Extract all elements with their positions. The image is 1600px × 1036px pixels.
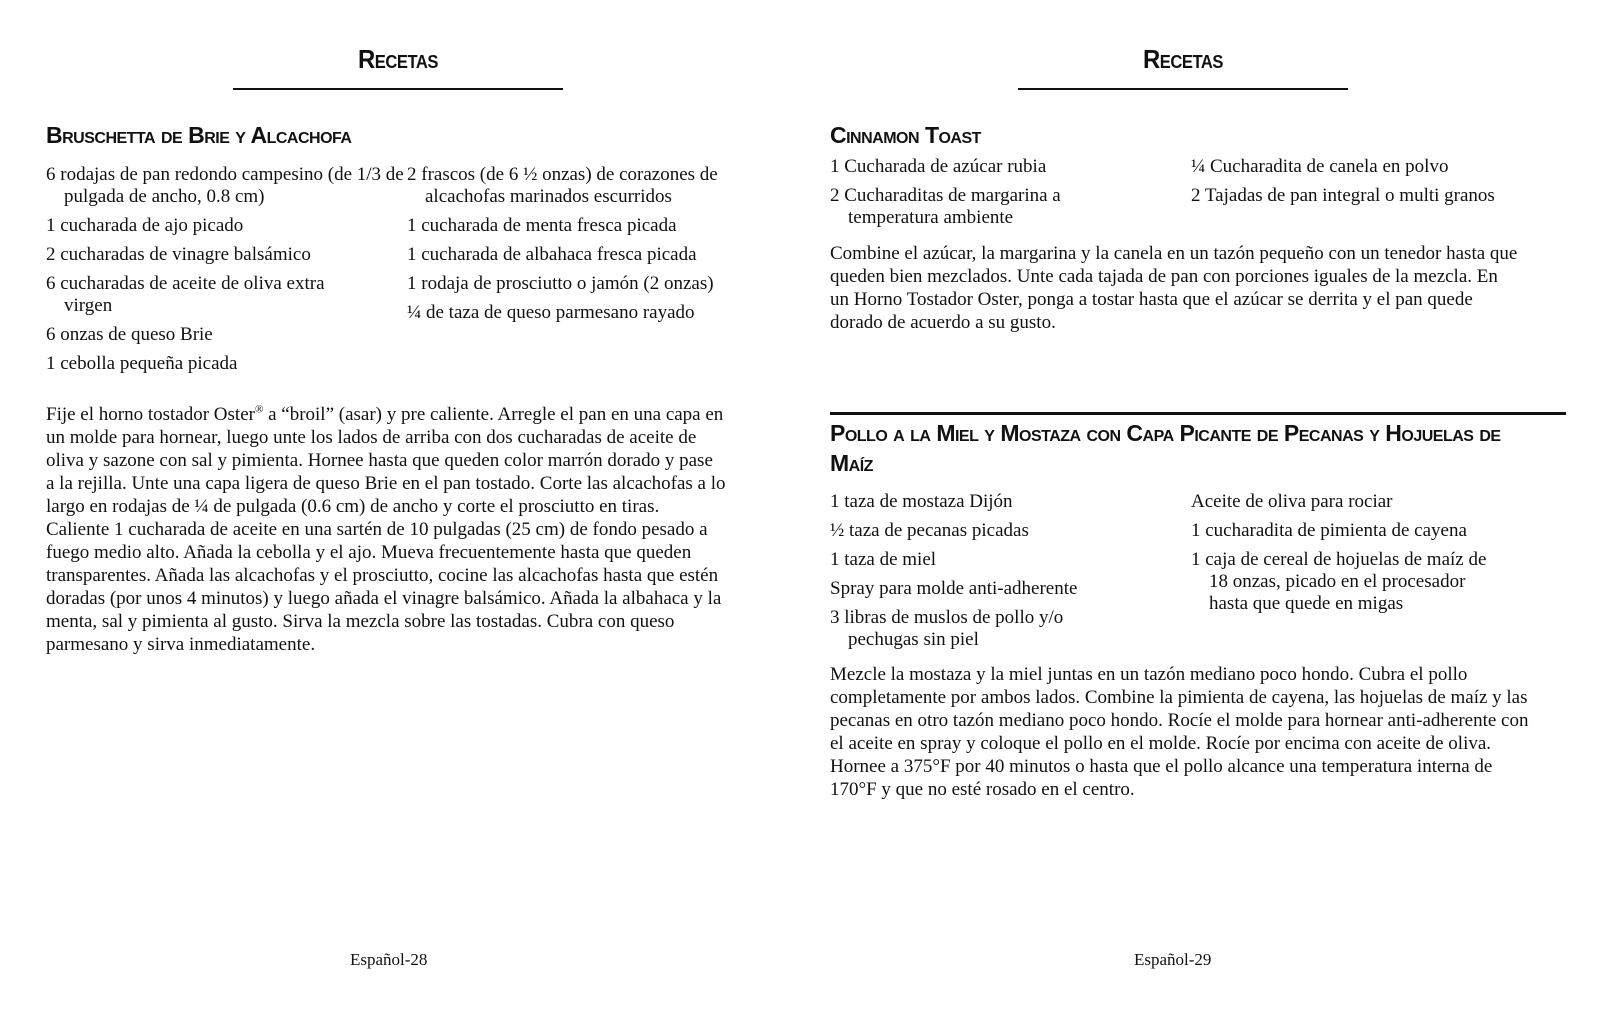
ingredient-item: 2 Cucharaditas de margarina a temperatura ambiente [830,185,1061,228]
heading-rule [233,88,563,90]
section-divider [830,412,1566,415]
ingredient-item: 1 cucharada de albahaca fresca picada [407,244,697,265]
ingredient-item: 2 cucharadas de vinagre balsámico [46,244,311,265]
ingredient-item: 1 caja de cereal de hojuelas de maíz de 18 onzas, picado en el procesador hasta que quede en migas [1191,549,1487,614]
ingredient-list-cinnamon-toast [830,156,1531,236]
ingredient-item: 2 frascos (de 6 ½ onzas) de corazones de alcachofas marinados escurridos [407,164,718,207]
ingredient-item: ¼ de taza de queso parmesano rayado [407,302,695,323]
ingredient-column-1 [830,491,1191,658]
ingredient-column-1 [46,164,407,382]
ingredient-item: 6 rodajas de pan redondo campesino (de 1/3 de pulgada de ancho, 0.8 cm) [46,164,404,207]
ingredient-item: 3 libras de muslos de pollo y/o pechugas sin piel [830,607,1064,650]
ingredient-column-2 [1191,156,1531,236]
ingredient-item: Spray para molde anti-adherente [830,578,1078,599]
ingredient-item: 1 taza de miel [830,549,937,570]
registered-mark: ® [254,403,264,416]
instructions-pollo: Mezcle la mostaza y la miel juntas en un tazón mediano poco hondo. Cubra el pollo completamente por ambos lados. Combine la pimienta de cayena, las hojuelas de maíz y las pecanas en otro tazón mediano poco hondo. Rocíe el molde para hornear anti-adherente con el aceite en spray y coloque el pollo en el molde. Rocíe por encima con aceite de oliva. Hornee a 375°F por 40 minutos o hasta que el pollo alcance una temperatura interna de 170°F y que no esté rosado en el centro. [830,664,1529,800]
ingredient-item: 1 cucharadita de pimienta de cayena [1191,520,1467,541]
recipe-title-bruschetta: Bruschetta de Brie y Alcachofa [46,122,352,148]
ingredient-item: ¼ Cucharadita de canela en polvo [1191,156,1449,177]
page-heading: Recetas [357,44,438,74]
ingredient-item: 1 Cucharada de azúcar rubia [830,156,1047,177]
ingredient-item: 1 rodaja de prosciutto o jamón (2 onzas) [407,273,714,294]
recipe-title-cinnamon-toast: Cinnamon Toast [830,122,981,148]
ingredient-column-2 [1191,491,1531,658]
ingredient-item: 1 cucharada de ajo picado [46,215,244,236]
page-number: Español-29 [1134,950,1212,969]
ingredient-item: 1 cucharada de menta fresca picada [407,215,677,236]
ingredient-item: Aceite de oliva para rociar [1191,491,1393,512]
instructions-cinnamon-toast: Combine el azúcar, la margarina y la canela en un tazón pequeño con un tenedor hasta que queden bien mezclados. Unte cada tajada de pan con porciones iguales de la mezcla. En un Horno Tostador Oster, ponga a tostar hasta que el azúcar se derrita y el pan quede dorado de acuerdo a su gusto. [830,243,1518,333]
heading-rule [1018,88,1348,90]
instructions-text: Fije el horno tostador Oster [46,404,255,425]
instructions-bruschetta [46,403,726,656]
ingredient-column-1 [830,156,1191,236]
ingredient-list-pollo [830,491,1531,658]
recipe-title-pollo: Pollo a la Miel y Mostaza con Capa Picante de Pecanas y Hojuelas de Maíz [830,420,1501,476]
instructions-text: a “broil” (asar) y pre caliente. Arregle el pan en una capa en un molde para hornear, luego unte los lados de arriba con dos cucharadas de aceite de oliva y sazone con sal y pimienta. Hornee hasta que queden color marrón dorado y pase a la rejilla. Unte una capa ligera de queso Brie en el pan tostado. Corte las alcachofas a lo largo en rodajas de ¼ de pulgada (0.6 cm) de ancho y corte el prosciutto en tiras. Caliente 1 cucharada de aceite en una sartén de 10 pulgadas (25 cm) de fondo pesado a fuego medio alto. Añada la cebolla y el ajo. Mueva frecuentemente hasta que queden transparentes. Añada las alcachofas y el prosciutto, cocine las alcachofas hasta que estén doradas (por unos 4 minutos) y luego añada el vinagre balsámico. Añada la albahaca y la menta, sal y pimienta al gusto. Sirva la mezcla sobre las tostadas. Cubra con queso parmesano y sirva inmediatamente. [46,404,726,655]
ingredient-item: 1 taza de mostaza Dijón [830,491,1013,512]
ingredient-list-bruschetta [46,164,752,382]
ingredient-item: 6 cucharadas de aceite de oliva extra virgen [46,273,325,316]
page-number: Español-28 [350,950,428,969]
ingredient-item: 2 Tajadas de pan integral o multi granos [1191,185,1495,206]
page-heading: Recetas [1142,44,1223,74]
ingredient-item: ½ taza de pecanas picadas [830,520,1029,541]
right-page [800,0,1600,1036]
ingredient-column-2 [407,164,752,382]
ingredient-item: 6 onzas de queso Brie [46,324,213,345]
ingredient-item: 1 cebolla pequeña picada [46,353,238,374]
